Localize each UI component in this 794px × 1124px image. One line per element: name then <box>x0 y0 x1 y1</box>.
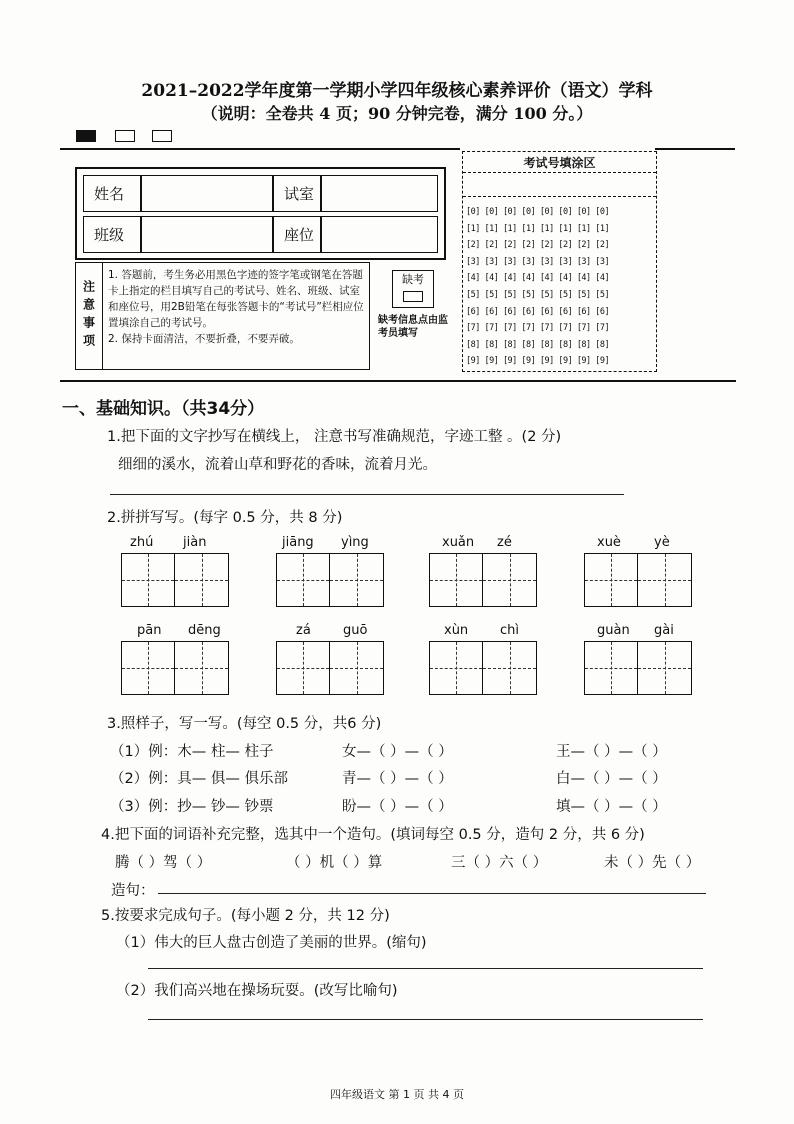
header-divider <box>655 148 735 150</box>
header-divider <box>60 148 460 150</box>
writing-grid[interactable] <box>429 641 537 695</box>
pinyin: yè <box>654 535 670 550</box>
notes-label: 注意事项 <box>76 263 103 369</box>
absent-box <box>392 270 434 308</box>
alignment-mark-box <box>152 130 172 142</box>
bubble-row-2[interactable]: [2] [2] [2] [2] [2] [2] [2] [2] <box>466 240 610 251</box>
room-label: 试室 <box>273 175 321 212</box>
exam-instructions: （说明：全卷共 4 页；90 分钟完卷，满分 100 分。） <box>201 104 593 123</box>
bubble-row-3[interactable]: [3] [3] [3] [3] [3] [3] [3] [3] <box>466 256 610 267</box>
pinyin: xuǎn <box>442 535 475 550</box>
exam-number-title: 考试号填涂区 <box>523 156 596 170</box>
exam-bubbles[interactable] <box>466 204 609 370</box>
pinyin: guàn <box>597 623 630 638</box>
q2-prompt: 2.拼拼写写。(每字 0.5 分，共 8 分) <box>107 510 343 526</box>
class-label: 班级 <box>83 216 141 253</box>
bubble-row-7[interactable]: [7] [7] [7] [7] [7] [7] [7] [7] <box>466 323 610 334</box>
seat-field[interactable] <box>321 216 438 253</box>
absent-checkbox[interactable] <box>403 291 423 302</box>
name-field[interactable] <box>141 175 273 212</box>
q4-answer-line[interactable] <box>158 893 706 894</box>
writing-grid[interactable] <box>276 553 384 607</box>
q3-blank[interactable]: 白—（ ）—（ ） <box>556 771 667 787</box>
q4-word[interactable]: 三（ ）六（ ） <box>451 855 548 871</box>
bubble-row-9[interactable]: [9] [9] [9] [9] [9] [9] [9] [9] <box>466 356 610 367</box>
q1-prompt: 1.把下面的文字抄写在横线上， 注意书写准确规范，字迹工整 。(2 分) <box>107 429 562 445</box>
pinyin: guō <box>343 623 368 638</box>
pinyin: zé <box>497 535 512 550</box>
q5-item-1: （1）伟大的巨人盘古创造了美丽的世界。(缩句) <box>116 935 427 951</box>
pinyin: jiàn <box>183 535 207 550</box>
notes-box <box>75 262 370 370</box>
exam-title: 2021–2022学年度第一学期小学四年级核心素养评价（语文）学科 <box>141 81 653 101</box>
q5-answer-line[interactable] <box>148 968 703 969</box>
notes-text <box>108 267 364 347</box>
absent-label: 缺考 <box>402 273 424 286</box>
writing-grid[interactable] <box>584 553 692 607</box>
q4-prompt: 4.把下面的词语补充完整，选其中一个造句。(填词每空 0.5 分，造句 2 分，共 6 分) <box>101 827 645 843</box>
pinyin: zhú <box>130 535 154 550</box>
bubble-row-4[interactable]: [4] [4] [4] [4] [4] [4] [4] [4] <box>466 273 610 284</box>
q3-blank[interactable]: 填—（ ）—（ ） <box>556 799 667 815</box>
pinyin: dēng <box>188 623 221 638</box>
q3-example: （3）例：抄— 钞— 钞票 <box>110 799 274 815</box>
writing-grid[interactable] <box>276 641 384 695</box>
q4-word[interactable]: 未（ ）先（ ） <box>604 855 701 871</box>
seat-label: 座位 <box>273 216 321 253</box>
pinyin: pān <box>137 623 162 638</box>
q3-blank[interactable]: 青—（ ）—（ ） <box>342 771 453 787</box>
q3-example: （2）例：具— 俱— 俱乐部 <box>110 771 288 787</box>
name-label: 姓名 <box>83 175 141 212</box>
q4-word[interactable]: 腾（ ）驾（ ） <box>115 855 212 871</box>
exam-row-divider <box>463 196 656 197</box>
pinyin: zá <box>296 623 311 638</box>
q3-blank[interactable]: 女—（ ）—（ ） <box>342 744 453 760</box>
bubble-row-1[interactable]: [1] [1] [1] [1] [1] [1] [1] [1] <box>466 223 610 234</box>
pinyin: jiāng <box>282 535 314 550</box>
room-field[interactable] <box>321 175 438 212</box>
exam-row-divider <box>463 172 656 173</box>
q5-prompt: 5.按要求完成句子。(每小题 2 分，共 12 分) <box>101 908 390 924</box>
q1-answer-line[interactable] <box>110 494 624 495</box>
bubble-row-6[interactable]: [6] [6] [6] [6] [6] [6] [6] [6] <box>466 306 610 317</box>
notes-item-2: 2. 保持卡面清洁，不要折叠，不要弄破。 <box>108 333 300 345</box>
q4-sentence-label: 造句： <box>111 883 155 899</box>
q5-item-2: （2）我们高兴地在操场玩耍。(改写比喻句) <box>116 983 398 999</box>
bubble-row-0[interactable]: [0] [0] [0] [0] [0] [0] [0] [0] <box>466 207 610 217</box>
absent-note: 缺考信息点由监考员填写 <box>378 315 448 339</box>
class-field[interactable] <box>141 216 273 253</box>
q4-word[interactable]: （ ）机（ ）算 <box>286 855 383 871</box>
writing-grid[interactable] <box>121 553 229 607</box>
notes-item-1: 1. 答题前，考生务必用黑色字迹的签字笔或钢笔在答题卡上指定的栏目填写自己的考试号、姓名、班级、试室和座位号，用2B铅笔在每张答题卡的“考试号”栏相应位置填涂自己的考试号。 <box>108 269 364 329</box>
q3-blank[interactable]: 王—（ ）—（ ） <box>556 744 667 760</box>
section-divider <box>60 380 736 382</box>
pinyin: chì <box>500 623 519 638</box>
writing-grid[interactable] <box>121 641 229 695</box>
bubble-row-8[interactable]: [8] [8] [8] [8] [8] [8] [8] [8] <box>466 339 610 350</box>
student-info-table <box>75 167 446 260</box>
section-1-title: 一、基础知识。（共34分） <box>62 399 265 419</box>
q1-text: 细细的溪水，流着山草和野花的香味，流着月光。 <box>118 457 437 473</box>
writing-grid[interactable] <box>429 553 537 607</box>
page-footer: 四年级语文 第 1 页 共 4 页 <box>330 1088 464 1101</box>
q5-answer-line[interactable] <box>148 1019 703 1020</box>
q3-prompt: 3.照样子，写一写。(每空 0.5 分，共6 分) <box>107 716 382 732</box>
writing-grid[interactable] <box>584 641 692 695</box>
q3-example: （1）例：木— 柱— 柱子 <box>110 744 274 760</box>
alignment-mark <box>76 130 96 142</box>
bubble-row-5[interactable]: [5] [5] [5] [5] [5] [5] [5] [5] <box>466 289 610 300</box>
q3-blank[interactable]: 盼—（ ）—（ ） <box>342 799 453 815</box>
pinyin: xùn <box>444 623 469 638</box>
alignment-mark-box <box>115 130 135 142</box>
pinyin: yìng <box>341 535 369 550</box>
exam-number-area <box>462 151 657 372</box>
pinyin: xuè <box>597 535 621 550</box>
pinyin: gài <box>654 623 674 638</box>
